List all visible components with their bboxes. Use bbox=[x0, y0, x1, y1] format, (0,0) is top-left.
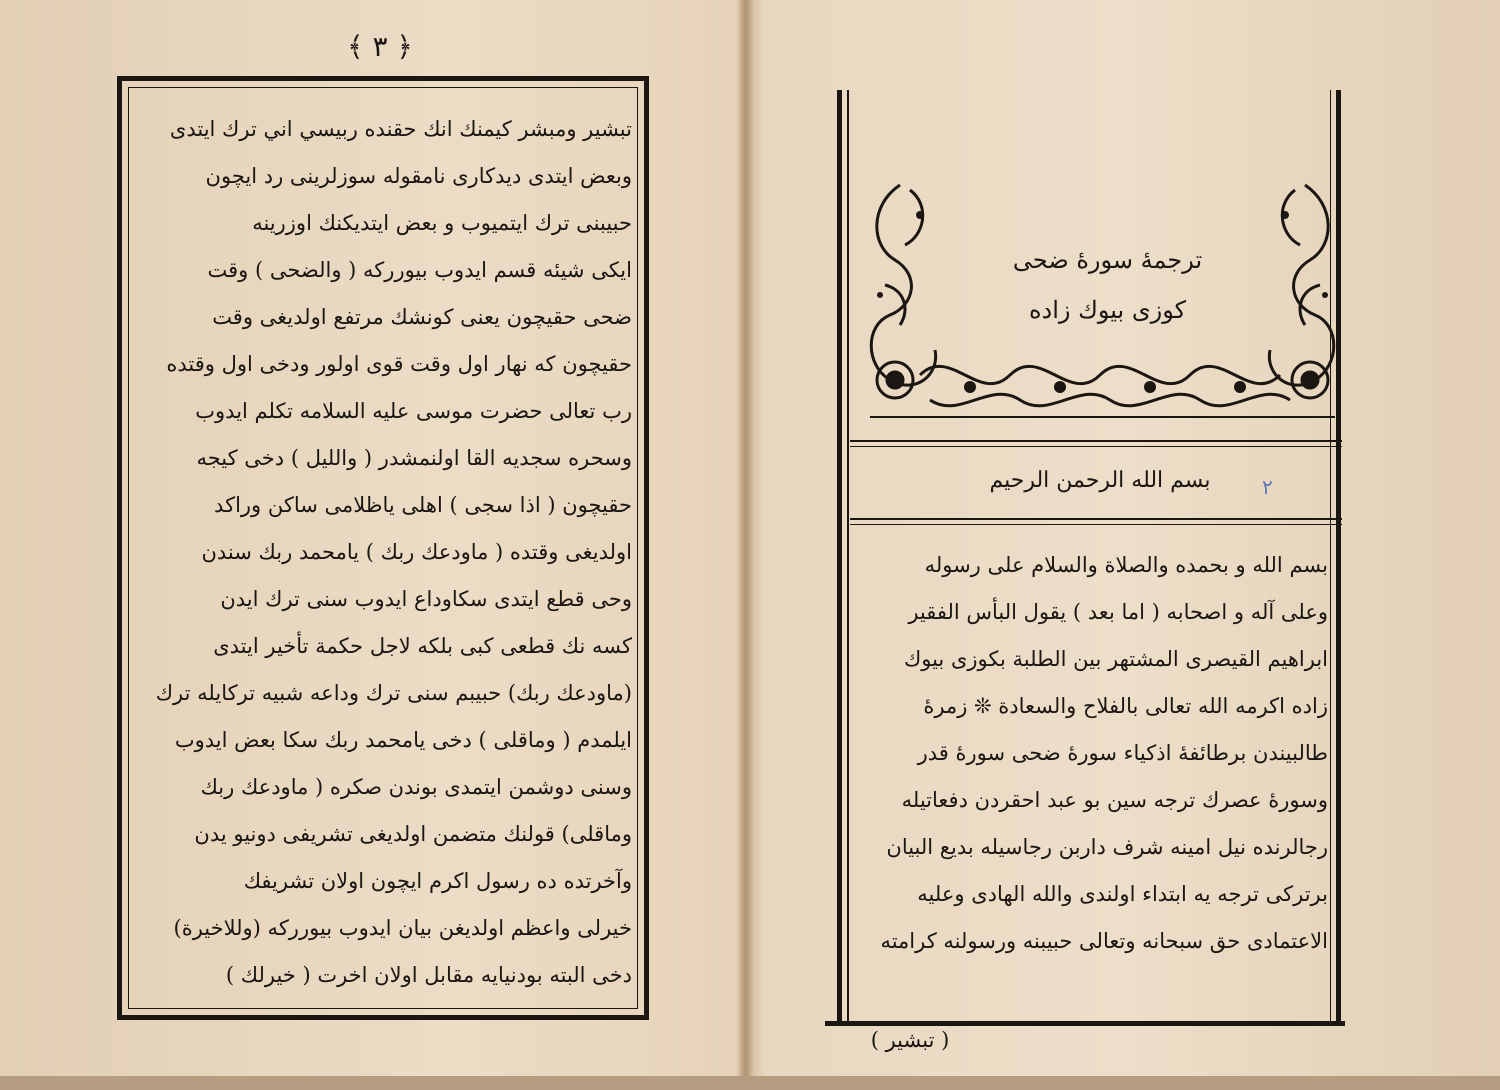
text-line: دخى البته بودنيايه مقابل اولان اخرت ( خيرلك ) bbox=[225, 963, 632, 987]
page-number: ﴾ ٣ ﴿ bbox=[347, 30, 413, 63]
text-line: طالبيندن برطائفهٔ اذكياء سورهٔ ضحى سورهٔ قدر bbox=[917, 741, 1328, 765]
text-line: بسم الله و بحمده والصلاة والسلام على رسوله bbox=[924, 553, 1328, 577]
text-line: حقيچون كه نهار اول وقت قوى اولور ودخى اول وقتده bbox=[166, 352, 632, 376]
text-line: وبعض ايتدى ديدكارى نامقوله سوزلرينى رد ايچون bbox=[205, 164, 632, 188]
basmala: بسم الله الرحمن الرحيم bbox=[989, 468, 1211, 493]
text-line: برتركى ترجه يه ابتداء اولندى والله الهادى وعليه bbox=[917, 882, 1328, 906]
rule-top-thin bbox=[850, 446, 1342, 447]
margin-mark: ٢ bbox=[1262, 475, 1273, 499]
right-page-text bbox=[850, 542, 1328, 965]
title-line-2: كوزى بيوك زاده bbox=[1028, 296, 1187, 324]
text-line: كسه نك قطعى كبى بلكه لاجل حكمة تأخير ايتدى bbox=[213, 634, 632, 658]
text-line: ايلمدم ( وماقلى ) دخى يامحمد ربك سكا بعض ايدوب bbox=[174, 728, 632, 752]
text-line: اولديغى وقتده ( ماودعك ربك ) يامحمد ربك سندن bbox=[201, 540, 632, 564]
chapter-title bbox=[985, 235, 1230, 335]
text-line: حقيچون ( اذا سجى ) اهلى ياظلامى ساكن وراكد bbox=[214, 493, 632, 517]
book-gutter bbox=[738, 0, 754, 1090]
text-line: تبشير ومبشر كيمنك انك حقنده ربيسي اني ترك ايتدى bbox=[169, 117, 632, 141]
text-line: ايكى شيئه قسم ايدوب بيورركه ( والضحى ) وقت bbox=[207, 258, 632, 282]
title-line-1: ترجمهٔ سورهٔ ضحى bbox=[1012, 246, 1203, 274]
text-line: (ماودعك ربك) حبيبم سنى ترك وداعه شبيه تركايله ترك bbox=[155, 681, 632, 705]
text-line: وسحره سجديه القا اولنمشدر ( والليل ) دخى كيجه bbox=[196, 446, 632, 470]
rule-bottom-thin bbox=[850, 524, 1342, 525]
text-line: وماقلى) قولنك متضمن اولديغى تشريفى دونيو يدن bbox=[194, 822, 632, 846]
rule-bottom bbox=[850, 518, 1342, 520]
text-line: رب تعالى حضرت موسى عليه السلامه تكلم ايدوب bbox=[195, 399, 632, 423]
text-line: الاعتمادى حق سبحانه وتعالى حبيبنه ورسولنه كرامته bbox=[880, 929, 1328, 953]
text-line: وسنى دوشمن ايتمدى بوندن صكره ( ماودعك ربك bbox=[200, 775, 632, 799]
text-line: وحى قطع ايتدى سكاوداع ايدوب سنى ترك ايدن bbox=[220, 587, 632, 611]
left-page-text bbox=[138, 106, 632, 999]
text-line: حبيبنى ترك ايتميوب و بعض ايتديكنك اوزرينه bbox=[252, 211, 632, 235]
text-line: وعلى آله و اصحابه ( اما بعد ) يقول البأس الفقير bbox=[908, 600, 1328, 624]
text-line: خيرلى واعظم اولديغن بيان ايدوب بيورركه (وللاخيرة) bbox=[173, 916, 632, 940]
text-line: زاده اكرمه الله تعالى بالفلاح والسعادة ❊ زمرهٔ bbox=[923, 694, 1328, 718]
text-line: وسورهٔ عصرك ترجه سين بو عبد احقردن دفعاتيله bbox=[901, 788, 1328, 812]
text-line: ضحى حقيچون يعنى كونشك مرتفع اولديغى وقت bbox=[212, 305, 632, 329]
text-line: وآخرتده ده رسول اكرم ايچون اولان تشريفك bbox=[243, 869, 632, 893]
catchword: ( تبشير ) bbox=[870, 1028, 950, 1052]
text-line: رجالرنده نيل امينه شرف داربن رجاسيله بديع البيان bbox=[886, 835, 1328, 859]
page-bottom-edge bbox=[0, 1076, 1500, 1090]
text-line: ابراهيم القيصرى المشتهر بين الطلبة بكوزى بيوك bbox=[903, 647, 1328, 671]
rule-top bbox=[850, 440, 1342, 442]
